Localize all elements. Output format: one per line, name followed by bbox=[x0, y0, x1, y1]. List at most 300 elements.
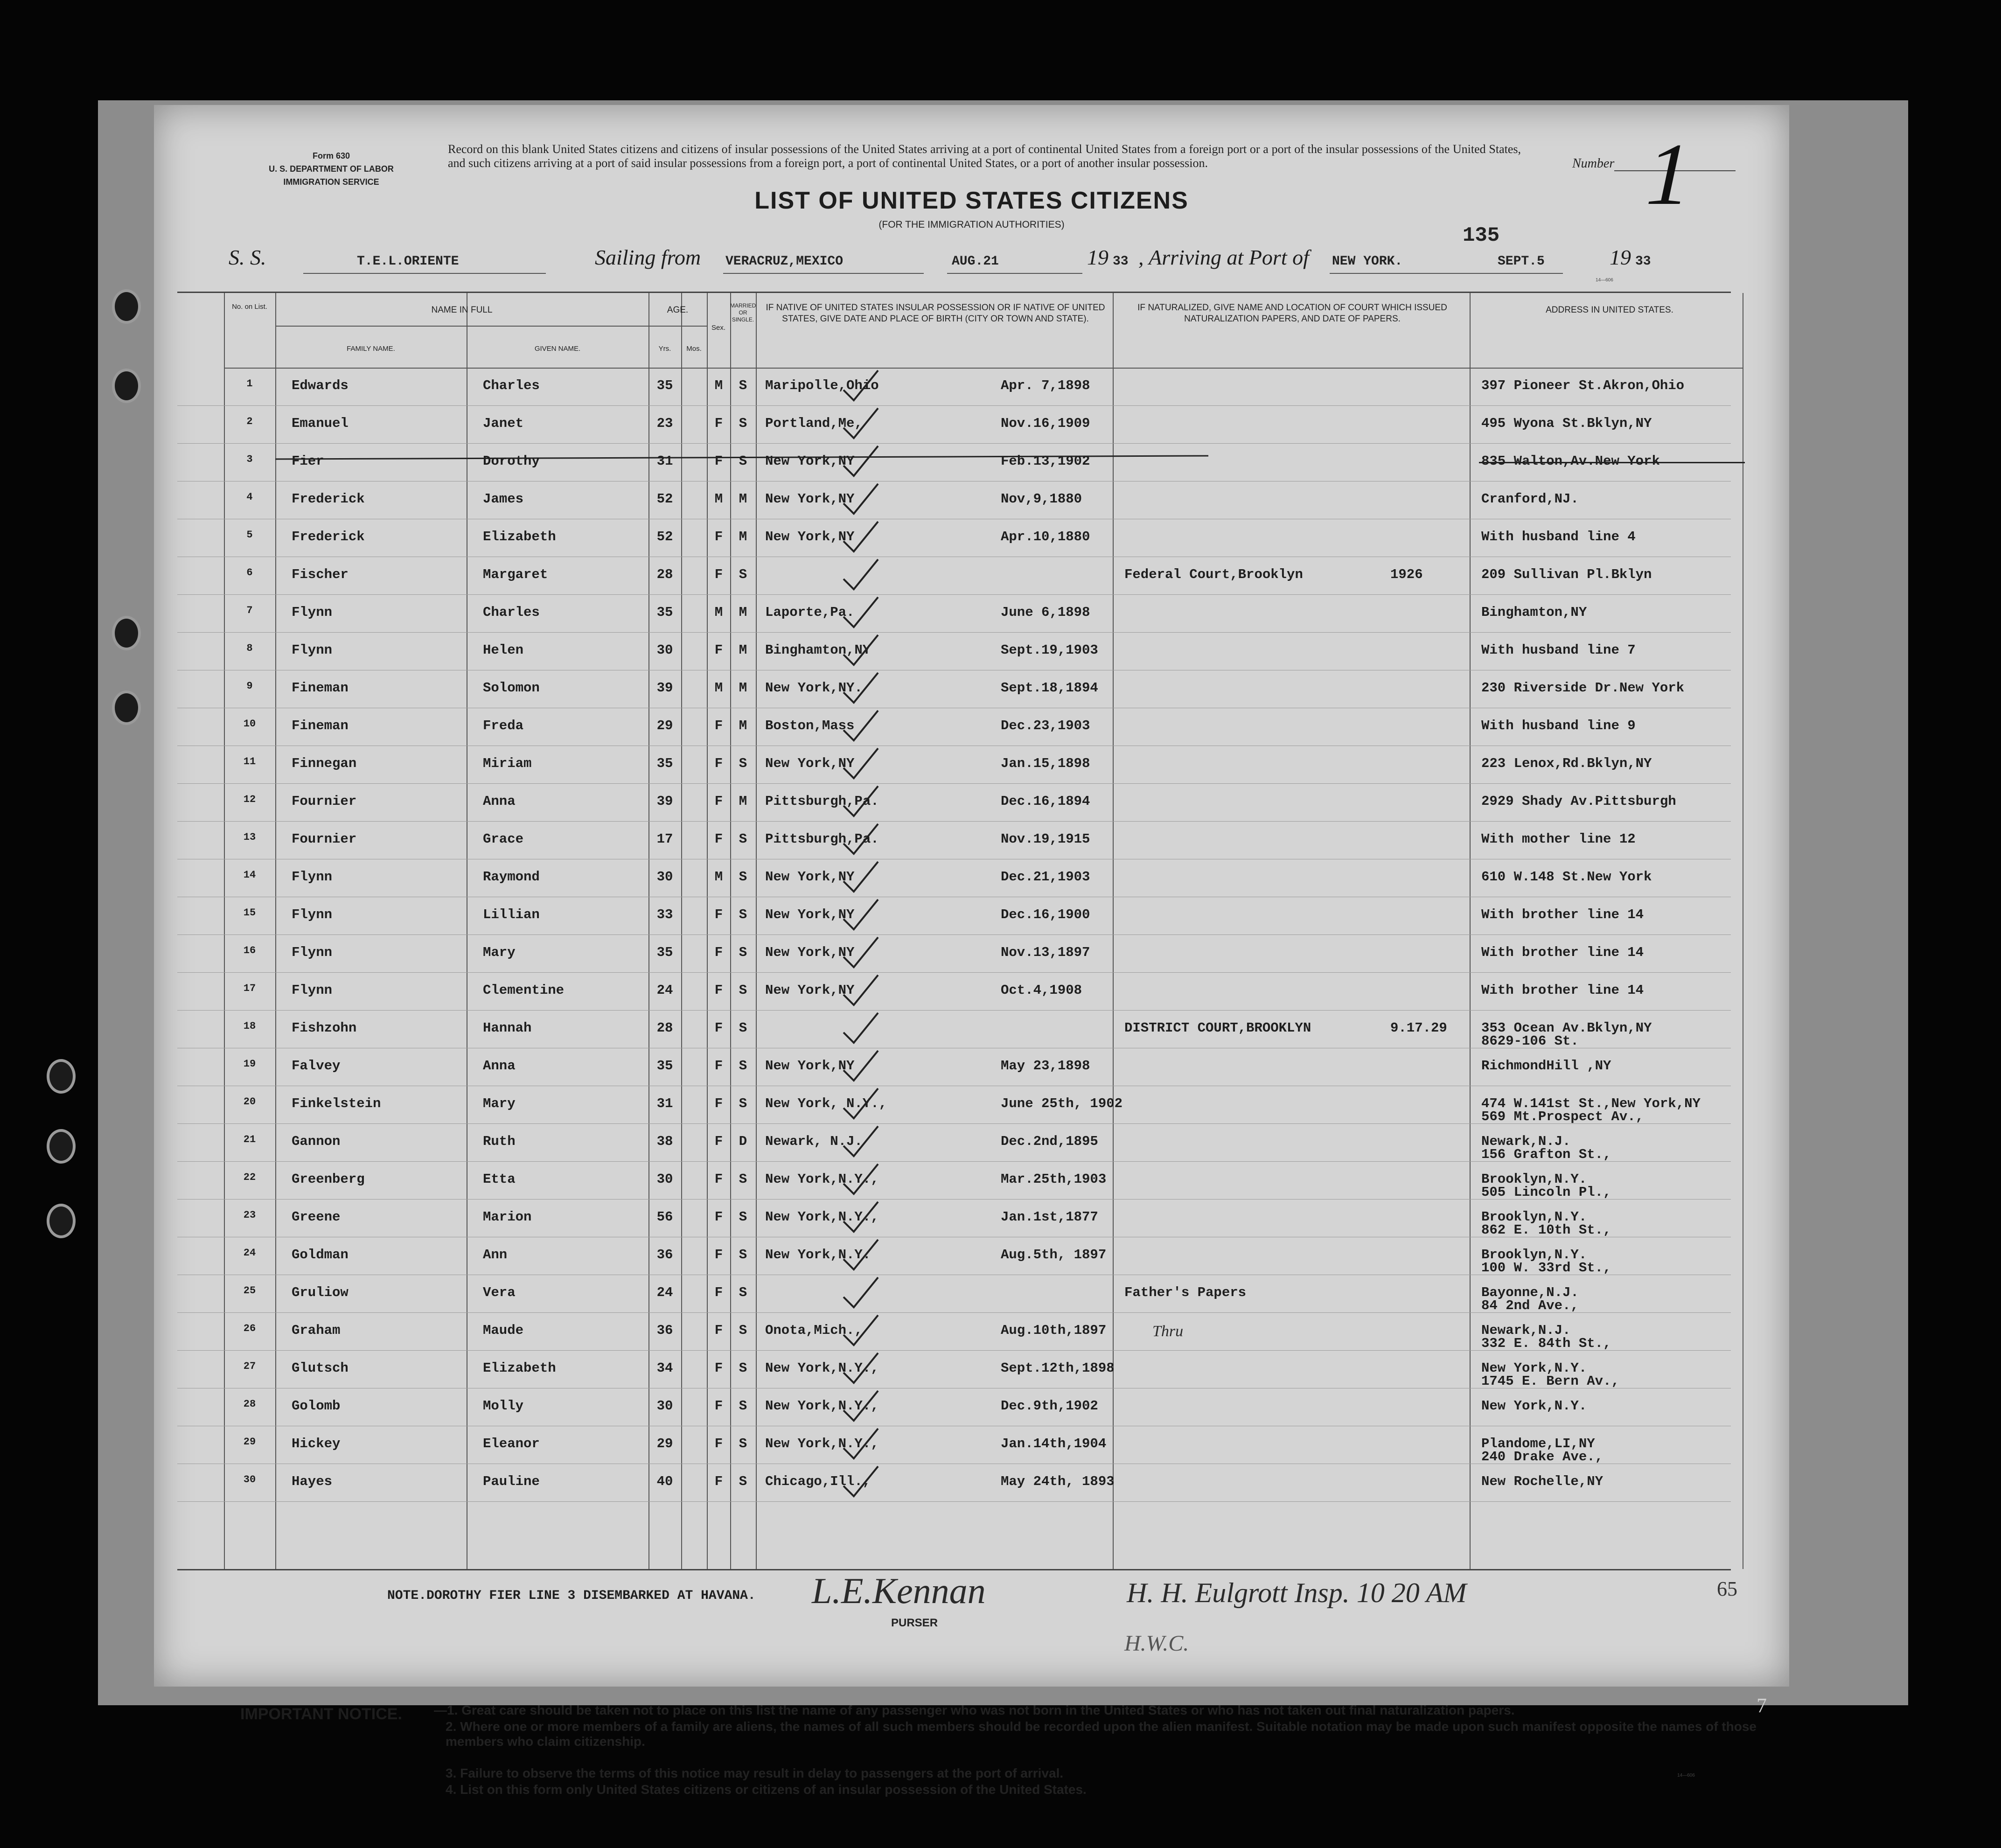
form-number: Form 630 bbox=[312, 151, 350, 160]
table-row bbox=[177, 557, 1731, 595]
cell-place: New York,NY bbox=[765, 491, 855, 507]
cell-addr1: With brother line 14 bbox=[1481, 945, 1644, 960]
cell-no: 3 bbox=[246, 453, 253, 465]
cell-addr2: 240 Drake Ave., bbox=[1481, 1449, 1604, 1464]
form-service: IMMIGRATION SERVICE bbox=[283, 177, 379, 187]
cell-given: Raymond bbox=[483, 869, 540, 885]
checkmark-icon bbox=[840, 897, 882, 934]
cell-ms: S bbox=[739, 1474, 747, 1489]
cell-ms: M bbox=[739, 605, 747, 620]
header-given: GIVEN NAME. bbox=[534, 345, 581, 353]
cell-addr1: 230 Riverside Dr.New York bbox=[1481, 680, 1685, 696]
cell-addr1: New York,N.Y. bbox=[1481, 1360, 1587, 1376]
cell-sex: F bbox=[714, 945, 723, 960]
cell-sex: F bbox=[714, 1360, 723, 1376]
cell-place: New York,NY bbox=[765, 453, 855, 469]
table-row bbox=[177, 1086, 1731, 1124]
cell-sex: M bbox=[714, 605, 723, 620]
cell-sex: F bbox=[714, 1247, 723, 1262]
cell-sex: F bbox=[714, 718, 723, 733]
table-row bbox=[177, 368, 1731, 406]
cell-ms: S bbox=[739, 831, 747, 847]
notice-item-1: —1. Great care should be taken not to place on this list the name of any passenger who was not born in the United States or who has not taken out final naturalization papers. bbox=[434, 1703, 1515, 1717]
cell-family: Hayes bbox=[292, 1474, 333, 1489]
cell-date: Apr. 7,1898 bbox=[1001, 378, 1090, 393]
cell-family: Finnegan bbox=[292, 756, 357, 771]
cell-yrs: 35 bbox=[656, 378, 673, 393]
cell-no: 7 bbox=[246, 605, 253, 616]
cell-court-date: 9.17.29 bbox=[1390, 1020, 1447, 1036]
table-row bbox=[177, 632, 1731, 670]
cell-sex: F bbox=[714, 794, 723, 809]
rule-line bbox=[723, 273, 924, 274]
cell-family: Golomb bbox=[292, 1398, 341, 1414]
cell-sex: M bbox=[714, 491, 723, 507]
cell-addr1: Newark,N.J. bbox=[1481, 1134, 1571, 1149]
intro-text: Record on this blank United States citizens and citizens of insular possessions of the United States arriving at a port of continental United States from a foreign port or a port of the insular possessions of the United States, and such citizens arriving at a port of said insular possessions from a foreign port, a port of continental United States, or a port of another insular possession. bbox=[448, 142, 1521, 170]
cell-date: Dec.21,1903 bbox=[1001, 869, 1090, 885]
cell-family: Fineman bbox=[292, 718, 349, 733]
cell-date: Sept.19,1903 bbox=[1001, 642, 1098, 658]
cell-ms: S bbox=[739, 907, 747, 922]
cell-ms: S bbox=[739, 1436, 747, 1451]
cell-addr1: With husband line 4 bbox=[1481, 529, 1636, 544]
cell-ms: M bbox=[739, 491, 747, 507]
cell-place: Portland,Me, bbox=[765, 416, 863, 431]
cell-ms: M bbox=[739, 794, 747, 809]
cell-family: Edwards bbox=[292, 378, 349, 393]
cell-yrs: 36 bbox=[656, 1323, 673, 1338]
cell-court: Federal Court,Brooklyn bbox=[1124, 567, 1303, 582]
cell-no: 24 bbox=[243, 1247, 256, 1259]
cell-sex: F bbox=[714, 1398, 723, 1414]
serial-number: 135 bbox=[1463, 224, 1500, 247]
cell-place: Maripolle,Ohio bbox=[765, 378, 879, 393]
cell-court-date: 1926 bbox=[1390, 567, 1423, 582]
cell-no: 8 bbox=[246, 642, 253, 654]
checkmark-icon bbox=[840, 859, 882, 896]
binder-hole bbox=[112, 616, 141, 650]
cell-ms: S bbox=[739, 1020, 747, 1036]
cell-no: 5 bbox=[246, 529, 253, 541]
corner-mark: 7 bbox=[1757, 1694, 1767, 1717]
cell-addr1: New Rochelle,NY bbox=[1481, 1474, 1604, 1489]
cell-addr1: Brooklyn,N.Y. bbox=[1481, 1247, 1587, 1262]
cell-ms: M bbox=[739, 718, 747, 733]
initials-signature: H.W.C. bbox=[1124, 1631, 1189, 1656]
cell-yrs: 56 bbox=[656, 1209, 673, 1225]
cell-date: Dec.16,1900 bbox=[1001, 907, 1090, 922]
binder-hole bbox=[47, 1059, 76, 1094]
header-yrs: Yrs. bbox=[658, 345, 671, 353]
cell-place: New York,NY bbox=[765, 907, 855, 922]
cell-addr1: 495 Wyona St.Bklyn,NY bbox=[1481, 416, 1652, 431]
cell-addr1: Bayonne,N.J. bbox=[1481, 1285, 1579, 1300]
cell-family: Flynn bbox=[292, 983, 333, 998]
checkmark-icon bbox=[840, 1275, 882, 1312]
cell-family: Fischer bbox=[292, 567, 349, 582]
checkmark-icon bbox=[840, 368, 882, 405]
cell-addr2: 84 2nd Ave., bbox=[1481, 1298, 1579, 1313]
header-mos: Mos. bbox=[686, 345, 702, 353]
cell-yrs: 40 bbox=[656, 1474, 673, 1489]
cell-addr1: With mother line 12 bbox=[1481, 831, 1636, 847]
cell-no: 18 bbox=[243, 1020, 256, 1032]
rule-line bbox=[947, 273, 1082, 274]
cell-ms: S bbox=[739, 945, 747, 960]
header-naturalized: IF NATURALIZED, GIVE NAME AND LOCATION OF COURT WHICH ISSUED NATURALIZATION PAPERS, AND DATE OF PAPERS. bbox=[1137, 303, 1447, 324]
cell-no: 19 bbox=[243, 1058, 256, 1070]
cell-given: Miriam bbox=[483, 756, 532, 771]
cell-place: New York, N.Y., bbox=[765, 1096, 887, 1111]
cell-place: Chicago,Ill., bbox=[765, 1474, 871, 1489]
header-sex: Sex. bbox=[711, 324, 725, 332]
cell-family: Goldman bbox=[292, 1247, 349, 1262]
cell-given: Mary bbox=[483, 945, 516, 960]
checkmark-icon bbox=[840, 972, 882, 1010]
cell-given: Freda bbox=[483, 718, 524, 733]
cell-ms: S bbox=[739, 1323, 747, 1338]
cell-given: Clementine bbox=[483, 983, 565, 998]
cell-no: 21 bbox=[243, 1134, 256, 1145]
cell-sex: F bbox=[714, 642, 723, 658]
cell-family: Greene bbox=[292, 1209, 341, 1225]
arrival-port: NEW YORK. bbox=[1332, 254, 1403, 269]
cell-given: Pauline bbox=[483, 1474, 540, 1489]
cell-no: 17 bbox=[243, 983, 256, 994]
cell-no: 28 bbox=[243, 1398, 256, 1410]
cell-family: Finkelstein bbox=[292, 1096, 381, 1111]
cell-ms: S bbox=[739, 1398, 747, 1414]
cell-ms: S bbox=[739, 567, 747, 582]
cell-given: Dorothy bbox=[483, 453, 540, 469]
cell-ms: M bbox=[739, 529, 747, 544]
cell-given: Helen bbox=[483, 642, 524, 658]
passenger-table bbox=[177, 292, 1731, 1570]
cell-no: 6 bbox=[246, 567, 253, 579]
cell-addr1: 835 Walton,Av.New York bbox=[1481, 453, 1660, 469]
cell-no: 30 bbox=[243, 1474, 256, 1485]
cell-addr1: 223 Lenox,Rd.Bklyn,NY bbox=[1481, 756, 1652, 771]
notice-item-3: 3. Failure to observe the terms of this notice may result in delay to passengers at the port of arrival. bbox=[446, 1766, 1064, 1780]
cell-addr1: Cranford,NJ. bbox=[1481, 491, 1579, 507]
binder-hole bbox=[112, 289, 141, 324]
table-row bbox=[177, 1426, 1731, 1464]
cell-ms: S bbox=[739, 1096, 747, 1111]
cell-addr1: RichmondHill ,NY bbox=[1481, 1058, 1611, 1074]
cell-no: 10 bbox=[243, 718, 256, 730]
rule-line bbox=[303, 273, 546, 274]
cell-ms: S bbox=[739, 983, 747, 998]
cell-sex: F bbox=[714, 831, 723, 847]
binder-hole bbox=[47, 1204, 76, 1238]
cell-date: Jan.14th,1904 bbox=[1001, 1436, 1107, 1451]
table-row bbox=[177, 1123, 1731, 1162]
checkmark-icon bbox=[840, 934, 882, 972]
cell-addr1: With husband line 7 bbox=[1481, 642, 1636, 658]
cell-family: Gannon bbox=[292, 1134, 341, 1149]
cell-given: Margaret bbox=[483, 567, 548, 582]
cell-yrs: 29 bbox=[656, 718, 673, 733]
cell-family: Graham bbox=[292, 1323, 341, 1338]
cell-yrs: 24 bbox=[656, 1285, 673, 1300]
cell-date: Nov.19,1915 bbox=[1001, 831, 1090, 847]
cell-no: 2 bbox=[246, 416, 253, 427]
cell-family: Flynn bbox=[292, 945, 333, 960]
cell-given: Hannah bbox=[483, 1020, 532, 1036]
table-row bbox=[177, 934, 1731, 973]
cell-no: 29 bbox=[243, 1436, 256, 1448]
year-prefix: 19 bbox=[1087, 245, 1109, 269]
cell-family: Fournier bbox=[292, 831, 357, 847]
cell-sex: M bbox=[714, 680, 723, 696]
cell-place: New York,N.Y., bbox=[765, 1436, 879, 1451]
year-suffix: 33 bbox=[1113, 254, 1129, 269]
cell-date: Sept.12th,1898 bbox=[1001, 1360, 1115, 1376]
cell-yrs: 28 bbox=[656, 1020, 673, 1036]
table-row bbox=[177, 443, 1731, 481]
cell-date: Nov.13,1897 bbox=[1001, 945, 1090, 960]
cell-given: Lillian bbox=[483, 907, 540, 922]
binder-hole bbox=[112, 690, 141, 725]
cell-sex: F bbox=[714, 1436, 723, 1451]
cell-sex: F bbox=[714, 1058, 723, 1074]
cell-addr1: New York,N.Y. bbox=[1481, 1398, 1587, 1414]
cell-yrs: 30 bbox=[656, 1172, 673, 1187]
cell-addr1: Brooklyn,N.Y. bbox=[1481, 1172, 1587, 1187]
cell-addr2: 156 Grafton St., bbox=[1481, 1147, 1611, 1162]
header-birth: IF NATIVE OF UNITED STATES INSULAR POSSESSION OR IF NATIVE OF UNITED STATES, GIVE DATE AND PLACE OF BIRTH (CITY OR TOWN AND STATE). bbox=[766, 303, 1105, 324]
cell-addr1: 610 W.148 St.New York bbox=[1481, 869, 1652, 885]
cell-given: Ruth bbox=[483, 1134, 516, 1149]
header-age: AGE. bbox=[667, 305, 689, 315]
cell-ms: S bbox=[739, 453, 747, 469]
print-code: 14—606 bbox=[1596, 278, 1613, 283]
cell-place: New York,NY bbox=[765, 983, 855, 998]
cell-family: Flynn bbox=[292, 907, 333, 922]
cell-no: 4 bbox=[246, 491, 253, 503]
checkmark-icon bbox=[840, 405, 882, 443]
cell-sex: F bbox=[714, 567, 723, 582]
cell-ms: S bbox=[739, 378, 747, 393]
cell-family: Gruliow bbox=[292, 1285, 349, 1300]
cell-yrs: 28 bbox=[656, 567, 673, 582]
cell-yrs: 35 bbox=[656, 945, 673, 960]
notice-heading: IMPORTANT NOTICE. bbox=[240, 1705, 402, 1723]
cell-addr1: With brother line 14 bbox=[1481, 983, 1644, 998]
table-row bbox=[177, 1010, 1731, 1048]
checkmark-icon bbox=[840, 519, 882, 556]
cell-date: Oct.4,1908 bbox=[1001, 983, 1082, 998]
cell-date: Jan.15,1898 bbox=[1001, 756, 1090, 771]
cell-given: Eleanor bbox=[483, 1436, 540, 1451]
cell-ms: S bbox=[739, 1247, 747, 1262]
cell-given: Mary bbox=[483, 1096, 516, 1111]
cell-place: Pittsburgh,Pa. bbox=[765, 831, 879, 847]
cell-addr1: Binghamton,NY bbox=[1481, 605, 1587, 620]
cell-date: Sept.18,1894 bbox=[1001, 680, 1098, 696]
cell-yrs: 30 bbox=[656, 1398, 673, 1414]
checkmark-icon bbox=[840, 1199, 882, 1236]
cell-place: New York,N.Y., bbox=[765, 1209, 879, 1225]
cell-place: New York,NY bbox=[765, 869, 855, 885]
cell-addr1: With husband line 9 bbox=[1481, 718, 1636, 733]
cell-no: 11 bbox=[243, 756, 256, 767]
cell-no: 20 bbox=[243, 1096, 256, 1108]
cell-place: Pittsburgh,Pa. bbox=[765, 794, 879, 809]
arrival-year-suffix: 33 bbox=[1635, 254, 1651, 269]
cell-sex: F bbox=[714, 453, 723, 469]
cell-place: Laporte,Pa. bbox=[765, 605, 855, 620]
cell-ms: S bbox=[739, 1172, 747, 1187]
checkmark-icon bbox=[840, 1010, 882, 1047]
cell-ms: M bbox=[739, 680, 747, 696]
cell-given: Charles bbox=[483, 605, 540, 620]
cell-yrs: 33 bbox=[656, 907, 673, 922]
cell-no: 15 bbox=[243, 907, 256, 919]
notice-item-2: 2. Where one or more members of a family are aliens, the names of all such members should be recorded upon the alien manifest. Suitable notation may be made upon such manifest opposite the names of those members who claim citizenship. bbox=[446, 1719, 1757, 1749]
cell-yrs: 36 bbox=[656, 1247, 673, 1262]
checkmark-icon bbox=[840, 594, 882, 632]
cell-yrs: 31 bbox=[656, 1096, 673, 1111]
cell-given: James bbox=[483, 491, 524, 507]
cell-no: 23 bbox=[243, 1209, 256, 1221]
cell-date: Nov,9,1880 bbox=[1001, 491, 1082, 507]
cell-date: Dec.23,1903 bbox=[1001, 718, 1090, 733]
cell-no: 27 bbox=[243, 1360, 256, 1372]
table-row bbox=[177, 1237, 1731, 1275]
checkmark-icon bbox=[840, 1123, 882, 1161]
cell-date: Aug.10th,1897 bbox=[1001, 1323, 1107, 1338]
cell-yrs: 35 bbox=[656, 756, 673, 771]
cell-ms: D bbox=[739, 1134, 747, 1149]
cell-no: 13 bbox=[243, 831, 256, 843]
cell-family: Flynn bbox=[292, 642, 333, 658]
notice-item-4: 4. List on this form only United States citizens or citizens of an insular possession of the United States. bbox=[446, 1782, 1087, 1797]
cell-family: Glutsch bbox=[292, 1360, 349, 1376]
cell-addr2: 332 E. 84th St., bbox=[1481, 1336, 1611, 1351]
cell-given: Solomon bbox=[483, 680, 540, 696]
table-row bbox=[177, 1464, 1731, 1502]
cell-court: DISTRICT COURT,BROOKLYN bbox=[1124, 1020, 1311, 1036]
cell-addr2: 100 W. 33rd St., bbox=[1481, 1260, 1611, 1276]
cell-ms: S bbox=[739, 416, 747, 431]
cell-no: 16 bbox=[243, 945, 256, 956]
cell-given: Marion bbox=[483, 1209, 532, 1225]
checkmark-icon bbox=[840, 1388, 882, 1425]
cell-sex: M bbox=[714, 378, 723, 393]
cell-given: Janet bbox=[483, 416, 524, 431]
table-row bbox=[177, 1350, 1731, 1388]
checkmark-icon bbox=[840, 1350, 882, 1388]
cell-yrs: 24 bbox=[656, 983, 673, 998]
cell-yrs: 30 bbox=[656, 642, 673, 658]
header-address: ADDRESS IN UNITED STATES. bbox=[1546, 305, 1673, 315]
cell-addr2: 8629-106 St. bbox=[1481, 1033, 1579, 1049]
disembark-note: NOTE.DOROTHY FIER LINE 3 DISEMBARKED AT HAVANA. bbox=[387, 1589, 756, 1603]
cell-ms: S bbox=[739, 1058, 747, 1074]
table-row bbox=[177, 783, 1731, 822]
form-department: U. S. DEPARTMENT OF LABOR bbox=[269, 164, 394, 174]
cell-family: Hickey bbox=[292, 1436, 341, 1451]
cell-no: 14 bbox=[243, 869, 256, 881]
cell-addr1: With brother line 14 bbox=[1481, 907, 1644, 922]
cell-family: Falvey bbox=[292, 1058, 341, 1074]
cell-yrs: 39 bbox=[656, 680, 673, 696]
header-name: NAME IN FULL bbox=[431, 305, 493, 315]
cell-ms: M bbox=[739, 642, 747, 658]
cell-family: Flynn bbox=[292, 869, 333, 885]
checkmark-icon bbox=[840, 443, 882, 481]
checkmark-icon bbox=[840, 1048, 882, 1085]
cell-place: New York,NY. bbox=[765, 680, 863, 696]
rule-line bbox=[1330, 273, 1563, 274]
cell-family: Fier bbox=[292, 453, 324, 469]
table-row bbox=[177, 1275, 1731, 1313]
cell-ms: S bbox=[739, 1209, 747, 1225]
cell-yrs: 38 bbox=[656, 1134, 673, 1149]
checkmark-icon bbox=[840, 481, 882, 518]
cell-sex: F bbox=[714, 1172, 723, 1187]
cell-sex: F bbox=[714, 1209, 723, 1225]
cell-place: New York,N.Y. bbox=[765, 1247, 871, 1262]
checkmark-icon bbox=[840, 821, 882, 858]
table-row bbox=[177, 1161, 1731, 1199]
header-family: FAMILY NAME. bbox=[347, 345, 395, 353]
checkmark-icon bbox=[840, 746, 882, 783]
cell-yrs: 35 bbox=[656, 1058, 673, 1074]
inspector-signature: H. H. Eulgrott Insp. 10 20 AM bbox=[1127, 1577, 1467, 1608]
year-prefix: 19 bbox=[1610, 245, 1631, 269]
cell-place: New York,N.Y., bbox=[765, 1360, 879, 1376]
header-rule bbox=[275, 326, 648, 327]
cell-family: Emanuel bbox=[292, 416, 349, 431]
cell-place: Binghamton,NY bbox=[765, 642, 871, 658]
ss-label: S. S. bbox=[229, 245, 266, 269]
cell-date: Dec.9th,1902 bbox=[1001, 1398, 1098, 1414]
cell-sex: M bbox=[714, 869, 723, 885]
cell-yrs: 31 bbox=[656, 453, 673, 469]
cell-yrs: 17 bbox=[656, 831, 673, 847]
table-row bbox=[177, 481, 1731, 519]
cell-family: Fishzohn bbox=[292, 1020, 357, 1036]
cell-sex: F bbox=[714, 1134, 723, 1149]
cell-place: Onota,Mich., bbox=[765, 1323, 863, 1338]
cell-date: Feb.13,1902 bbox=[1001, 453, 1090, 469]
page-title: LIST OF UNITED STATES CITIZENS bbox=[754, 187, 1189, 214]
header-married: MARRIED OR SINGLE. bbox=[730, 302, 756, 323]
cell-place: New York,NY bbox=[765, 945, 855, 960]
table-row bbox=[177, 859, 1731, 897]
cell-ms: S bbox=[739, 1285, 747, 1300]
cell-date: Aug.5th, 1897 bbox=[1001, 1247, 1107, 1262]
cell-yrs: 52 bbox=[656, 529, 673, 544]
cell-given: Elizabeth bbox=[483, 529, 556, 544]
cell-addr1: 474 W.141st St.,New York,NY bbox=[1481, 1096, 1701, 1111]
cell-addr2: 505 Lincoln Pl., bbox=[1481, 1185, 1611, 1200]
cell-addr1: Plandome,LI,NY bbox=[1481, 1436, 1595, 1451]
cell-sex: F bbox=[714, 1323, 723, 1338]
cell-yrs: 35 bbox=[656, 605, 673, 620]
cell-date: May 23,1898 bbox=[1001, 1058, 1090, 1074]
ship-name: T.E.L.ORIENTE bbox=[357, 254, 459, 269]
cell-given: Anna bbox=[483, 794, 516, 809]
cell-sex: F bbox=[714, 907, 723, 922]
cell-yrs: 29 bbox=[656, 1436, 673, 1451]
cell-addr1: 2929 Shady Av.Pittsburgh bbox=[1481, 794, 1676, 809]
cell-addr2: 569 Mt.Prospect Av., bbox=[1481, 1109, 1644, 1124]
table-row bbox=[177, 1388, 1731, 1426]
